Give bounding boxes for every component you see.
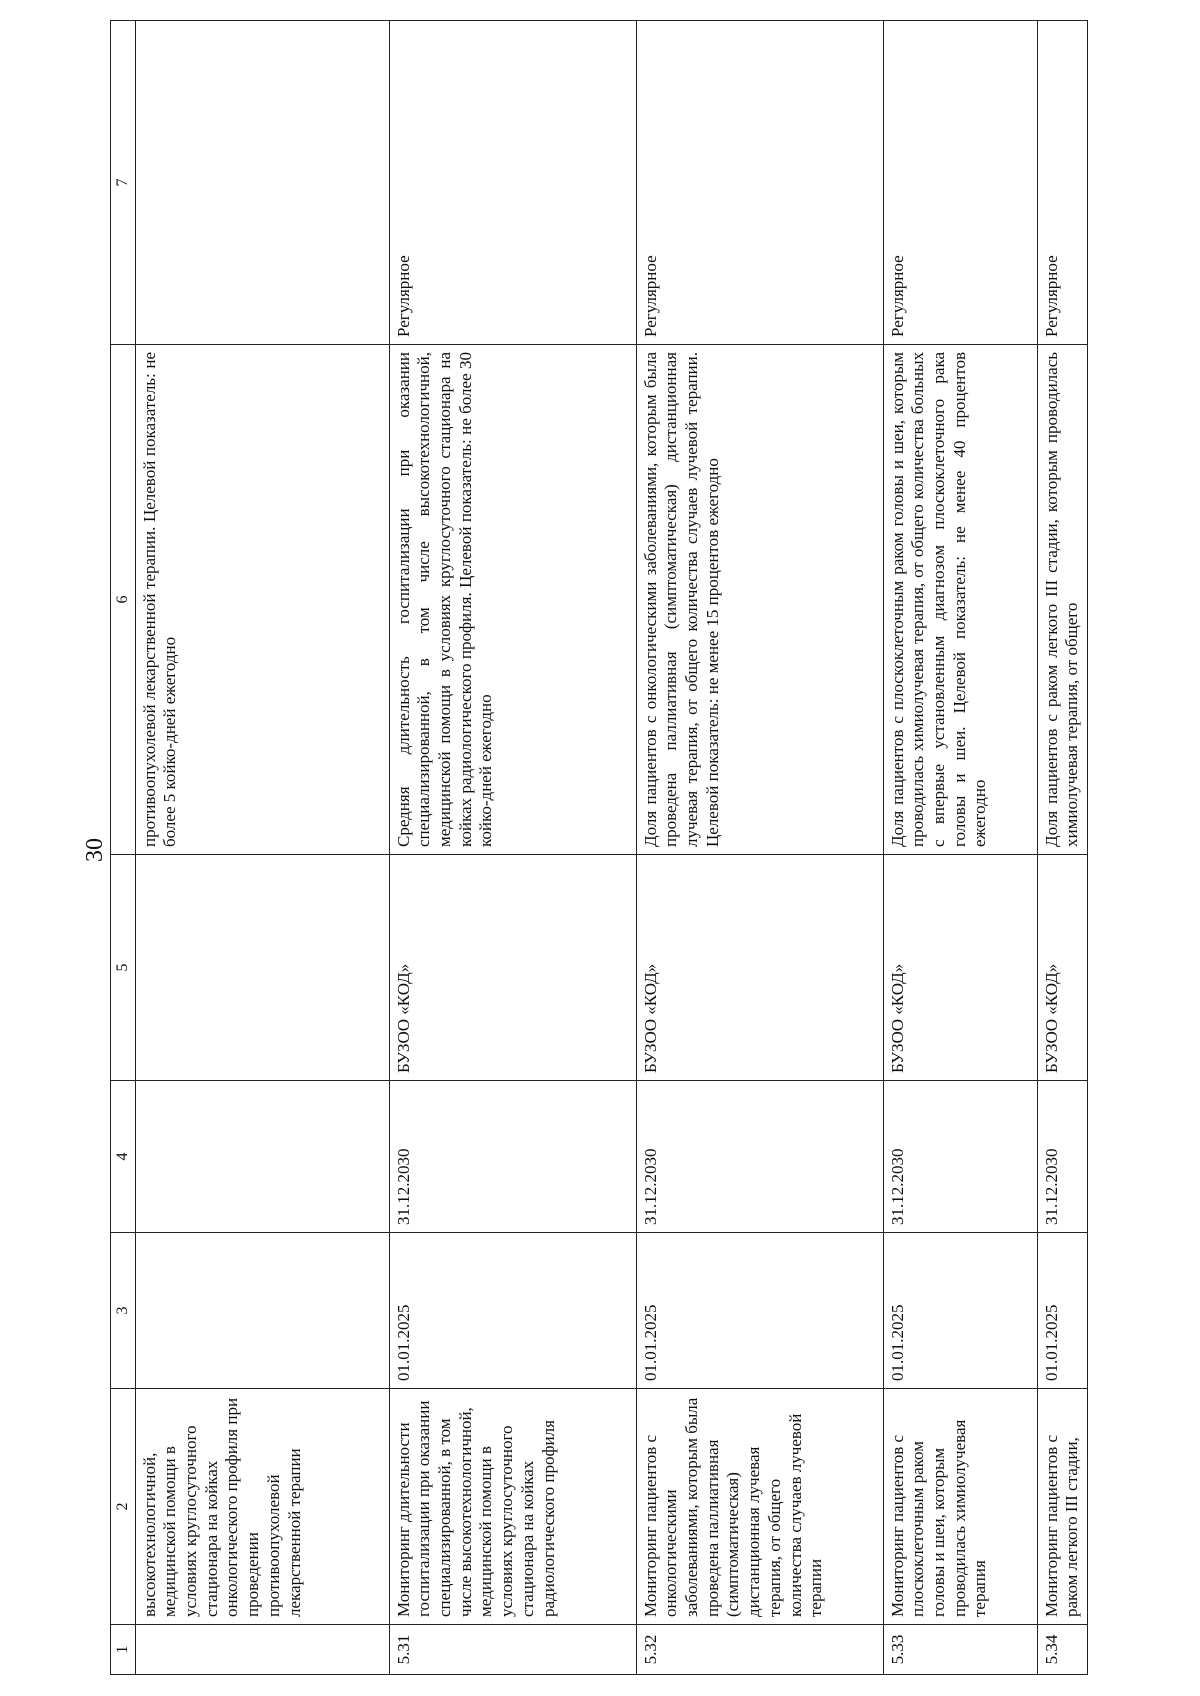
header-row (111, 21, 136, 1675)
row-start-date (135, 1233, 389, 1389)
row-name: Мониторинг пациентов с раком легкого III стадии, (1037, 1389, 1087, 1625)
rotated-table-container (110, 21, 1082, 1675)
row-end-date (135, 1081, 389, 1233)
header-col-6: 6 (111, 345, 136, 855)
row-description: Доля пациентов с онкологическими заболеваниями, которым была проведена паллиативная (симптоматическая) дистанционная лучевая терапия, от общего количества случаев лучевой терапии. Целевой показатель: не менее 15 процентов ежегодно (636, 345, 883, 855)
row-periodicity: Регулярное (883, 21, 1037, 345)
row-executor: БУЗОО «КОД» (883, 855, 1037, 1081)
header-col-2: 2 (111, 1389, 136, 1625)
row-description: Доля пациентов с раком легкого III стадии, которым проводилась химиолучевая терапия, от общего (1037, 345, 1087, 855)
table-row (135, 21, 389, 1675)
row-executor: БУЗОО «КОД» (636, 855, 883, 1081)
row-end-date: 31.12.2030 (1037, 1081, 1087, 1233)
header-col-5: 5 (111, 855, 136, 1081)
row-name: Мониторинг длительности госпитализации при оказании специализированной, в том числе высокотехнологичной, медицинской помощи в условиях круглосуточного стационара на койках радиологического профиля (389, 1389, 636, 1625)
row-number (135, 1625, 389, 1675)
row-description: противоопухолевой лекарственной терапии. Целевой показатель: не более 5 койко-дней ежегодно (135, 345, 389, 855)
header-col-3: 3 (111, 1233, 136, 1389)
row-end-date: 31.12.2030 (636, 1081, 883, 1233)
row-end-date: 31.12.2030 (389, 1081, 636, 1233)
row-start-date: 01.01.2025 (1037, 1233, 1087, 1389)
row-end-date: 31.12.2030 (883, 1081, 1037, 1233)
table-row (1037, 21, 1087, 1675)
row-start-date: 01.01.2025 (389, 1233, 636, 1389)
table-row (389, 21, 636, 1675)
row-periodicity: Регулярное (389, 21, 636, 345)
row-number: 5.32 (636, 1625, 883, 1675)
row-start-date: 01.01.2025 (636, 1233, 883, 1389)
row-periodicity: Регулярное (636, 21, 883, 345)
row-name: Мониторинг пациентов с онкологическими заболеваниями, которым была проведена паллиативная (симптоматическая) дистанционная лучевая терапия, от общего количества случаев лучевой терапии (636, 1389, 883, 1625)
row-start-date: 01.01.2025 (883, 1233, 1037, 1389)
table-row (636, 21, 883, 1675)
row-description: Доля пациентов с плоскоклеточным раком головы и шеи, которым проводилась химиолучевая терапия, от общего количества больных с впервые установленным диагнозом плоскоклеточного рака головы и шеи. Целевой показатель: не менее 40 процентов ежегодно (883, 345, 1037, 855)
page-number: 30 (82, 838, 108, 862)
row-executor (135, 855, 389, 1081)
row-name: Мониторинг пациентов с плоскоклеточным раком головы и шеи, которым проводилась химиолучевая терапия (883, 1389, 1037, 1625)
row-description: Средняя длительность госпитализации при оказании специализированной, в том числе высокотехнологичной, медицинской помощи в условиях круглосуточного стационара на койках радиологического профиля. Целевой показатель: не более 30 койко-дней ежегодно (389, 345, 636, 855)
table-row (883, 21, 1037, 1675)
row-number: 5.31 (389, 1625, 636, 1675)
row-periodicity: Регулярное (1037, 21, 1087, 345)
header-col-4: 4 (111, 1081, 136, 1233)
header-col-1: 1 (111, 1625, 136, 1675)
row-periodicity (135, 21, 389, 345)
row-executor: БУЗОО «КОД» (389, 855, 636, 1081)
row-name: высокотехнологичной, медицинской помощи в условиях круглосуточного стационара на койках онкологического профиля при проведении противоопухолевой лекарственной терапии (135, 1389, 389, 1625)
measures-table (110, 20, 1088, 1675)
row-number: 5.34 (1037, 1625, 1087, 1675)
header-col-7: 7 (111, 21, 136, 345)
row-executor: БУЗОО «КОД» (1037, 855, 1087, 1081)
row-number: 5.33 (883, 1625, 1037, 1675)
